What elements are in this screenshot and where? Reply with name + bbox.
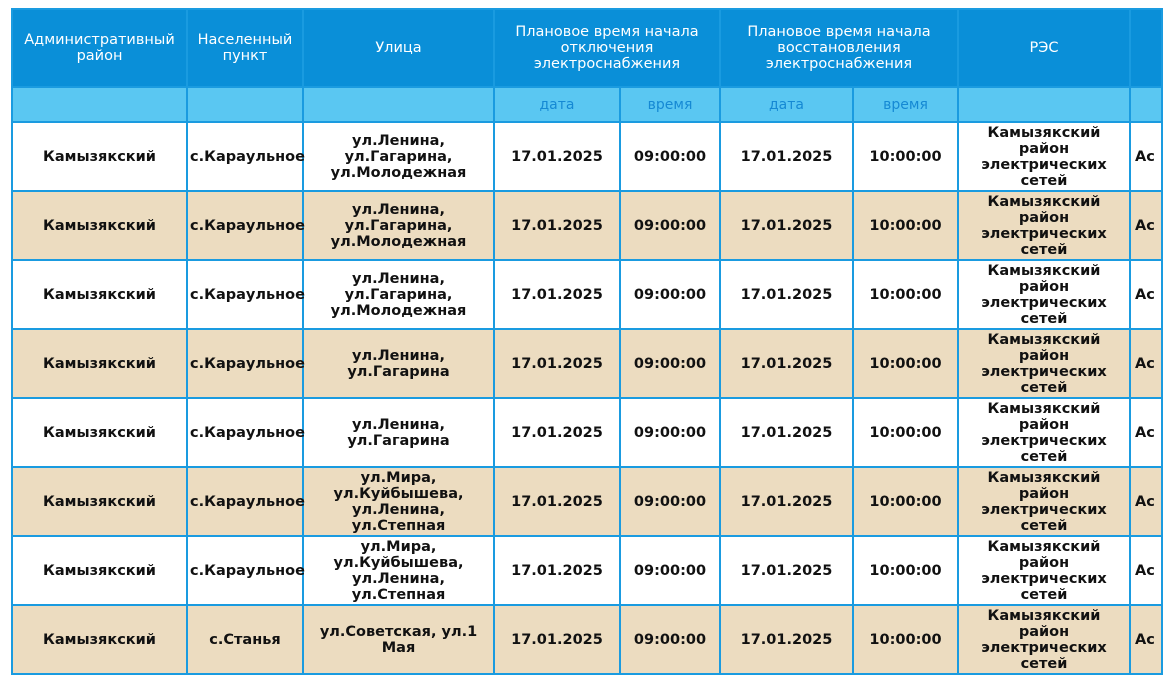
cell-extra: Ас <box>1130 605 1162 674</box>
header-res: РЭС <box>958 9 1130 87</box>
cell-on-time: 10:00:00 <box>853 191 958 260</box>
table-row <box>12 329 1162 398</box>
cell-off-time: 09:00:00 <box>620 398 720 467</box>
cell-res: Камызякский район электрических сетей <box>958 467 1130 536</box>
cell-street: ул.Ленина, ул.Гагарина <box>303 398 494 467</box>
cell-res: Камызякский район электрических сетей <box>958 191 1130 260</box>
cell-res: Камызякский район электрических сетей <box>958 122 1130 191</box>
cell-district: Камызякский <box>12 260 187 329</box>
cell-on-time: 10:00:00 <box>853 398 958 467</box>
cell-off-time: 09:00:00 <box>620 605 720 674</box>
cell-res: Камызякский район электрических сетей <box>958 536 1130 605</box>
table-row <box>12 260 1162 329</box>
cell-district: Камызякский <box>12 122 187 191</box>
table-row <box>12 605 1162 674</box>
cell-locality: с.Караульное <box>187 536 303 605</box>
cell-on-time: 10:00:00 <box>853 605 958 674</box>
header-district: Административный район <box>12 9 187 87</box>
cell-district: Камызякский <box>12 536 187 605</box>
cell-extra: Ас <box>1130 260 1162 329</box>
header-row <box>12 9 1162 87</box>
cell-on-date: 17.01.2025 <box>720 536 853 605</box>
header-outage-start: Плановое время начала отключения электроснабжения <box>494 9 720 87</box>
cell-off-date: 17.01.2025 <box>494 536 620 605</box>
cell-extra: Ас <box>1130 467 1162 536</box>
cell-street: ул.Мира, ул.Куйбышева, ул.Ленина, ул.Степная <box>303 536 494 605</box>
cell-district: Камызякский <box>12 467 187 536</box>
cell-on-time: 10:00:00 <box>853 260 958 329</box>
cell-on-date: 17.01.2025 <box>720 467 853 536</box>
cell-street: ул.Ленина, ул.Гагарина, ул.Молодежная <box>303 122 494 191</box>
cell-on-time: 10:00:00 <box>853 536 958 605</box>
subheader-empty <box>1130 87 1162 122</box>
cell-on-date: 17.01.2025 <box>720 605 853 674</box>
subheader-off-time: время <box>620 87 720 122</box>
cell-off-date: 17.01.2025 <box>494 398 620 467</box>
cell-street: ул.Ленина, ул.Гагарина, ул.Молодежная <box>303 260 494 329</box>
cell-res: Камызякский район электрических сетей <box>958 329 1130 398</box>
cell-on-date: 17.01.2025 <box>720 191 853 260</box>
cell-street: ул.Мира, ул.Куйбышева, ул.Ленина, ул.Степная <box>303 467 494 536</box>
cell-off-date: 17.01.2025 <box>494 605 620 674</box>
cell-extra: Ас <box>1130 191 1162 260</box>
cell-on-date: 17.01.2025 <box>720 122 853 191</box>
cell-extra: Ас <box>1130 398 1162 467</box>
subheader-row <box>12 87 1162 122</box>
cell-off-time: 09:00:00 <box>620 467 720 536</box>
cell-locality: с.Караульное <box>187 260 303 329</box>
cell-on-date: 17.01.2025 <box>720 398 853 467</box>
cell-off-date: 17.01.2025 <box>494 329 620 398</box>
subheader-on-date: дата <box>720 87 853 122</box>
cell-off-date: 17.01.2025 <box>494 191 620 260</box>
table-row <box>12 191 1162 260</box>
cell-off-date: 17.01.2025 <box>494 122 620 191</box>
cell-res: Камызякский район электрических сетей <box>958 398 1130 467</box>
outage-table <box>11 8 1163 675</box>
outage-schedule <box>11 8 1163 675</box>
cell-street: ул.Ленина, ул.Гагарина <box>303 329 494 398</box>
cell-off-date: 17.01.2025 <box>494 260 620 329</box>
cell-district: Камызякский <box>12 398 187 467</box>
cell-on-date: 17.01.2025 <box>720 329 853 398</box>
cell-on-time: 10:00:00 <box>853 467 958 536</box>
cell-off-time: 09:00:00 <box>620 536 720 605</box>
subheader-empty <box>303 87 494 122</box>
cell-district: Камызякский <box>12 329 187 398</box>
subheader-empty <box>958 87 1130 122</box>
cell-street: ул.Советская, ул.1 Мая <box>303 605 494 674</box>
cell-locality: с.Караульное <box>187 398 303 467</box>
cell-locality: с.Караульное <box>187 191 303 260</box>
cell-locality: с.Караульное <box>187 329 303 398</box>
cell-on-time: 10:00:00 <box>853 122 958 191</box>
cell-off-time: 09:00:00 <box>620 260 720 329</box>
cell-off-date: 17.01.2025 <box>494 467 620 536</box>
header-extra <box>1130 9 1162 87</box>
table-row <box>12 122 1162 191</box>
subheader-on-time: время <box>853 87 958 122</box>
cell-locality: с.Станья <box>187 605 303 674</box>
cell-extra: Ас <box>1130 329 1162 398</box>
table-row <box>12 398 1162 467</box>
cell-street: ул.Ленина, ул.Гагарина, ул.Молодежная <box>303 191 494 260</box>
cell-res: Камызякский район электрических сетей <box>958 260 1130 329</box>
header-locality: Населенный пункт <box>187 9 303 87</box>
header-restore-start: Плановое время начала восстановления электроснабжения <box>720 9 958 87</box>
cell-extra: Ас <box>1130 122 1162 191</box>
header-street: Улица <box>303 9 494 87</box>
cell-district: Камызякский <box>12 605 187 674</box>
subheader-empty <box>12 87 187 122</box>
table-row <box>12 536 1162 605</box>
cell-res: Камызякский район электрических сетей <box>958 605 1130 674</box>
cell-off-time: 09:00:00 <box>620 191 720 260</box>
cell-on-date: 17.01.2025 <box>720 260 853 329</box>
cell-extra: Ас <box>1130 536 1162 605</box>
table-row <box>12 467 1162 536</box>
cell-off-time: 09:00:00 <box>620 122 720 191</box>
cell-on-time: 10:00:00 <box>853 329 958 398</box>
cell-off-time: 09:00:00 <box>620 329 720 398</box>
cell-locality: с.Караульное <box>187 467 303 536</box>
cell-district: Камызякский <box>12 191 187 260</box>
subheader-empty <box>187 87 303 122</box>
cell-locality: с.Караульное <box>187 122 303 191</box>
subheader-off-date: дата <box>494 87 620 122</box>
